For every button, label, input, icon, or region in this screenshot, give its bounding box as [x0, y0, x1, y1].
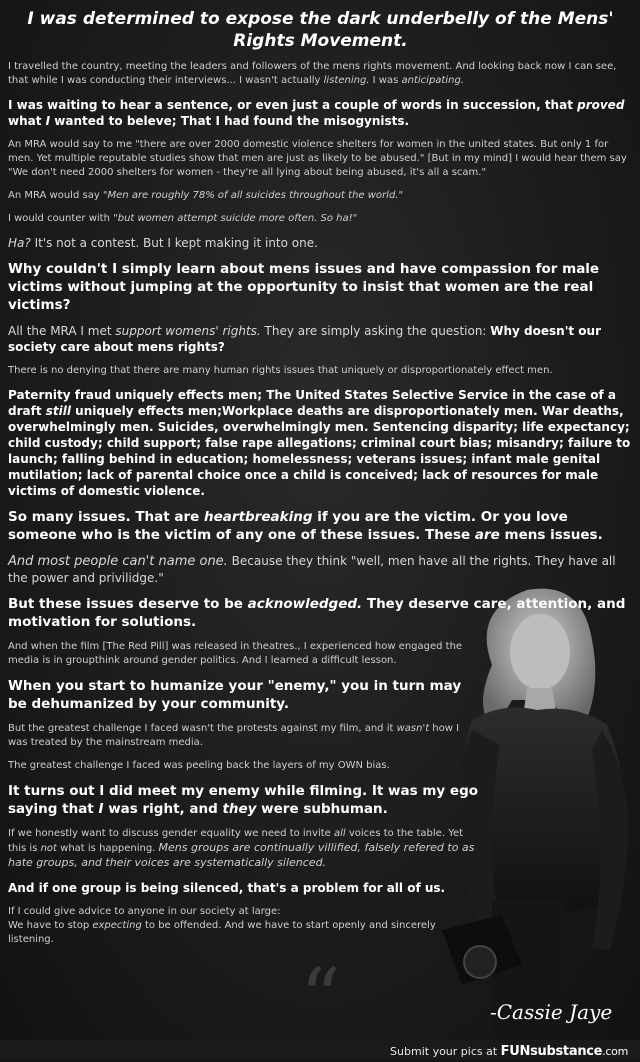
text-italic: still — [45, 404, 71, 418]
footer-bar — [0, 1040, 640, 1060]
text-italic: support womens' rights. — [115, 324, 261, 338]
text-italic: And most people can't name one. — [8, 554, 228, 569]
paragraph-20: And if one group is being silenced, that's a problem for all of us. — [8, 881, 446, 895]
logo-part: substance — [530, 1044, 603, 1059]
text-italic: listening. — [323, 75, 370, 86]
text-italic: acknowledged. — [247, 596, 363, 612]
site-logo — [501, 1044, 628, 1059]
text: to be offended. And we have to start openly and sincerely listening. — [8, 920, 436, 945]
text: I travelled the country, meeting the leaders and followers of the mens rights movement. And looking back now I can see, that while I was conducting their interviews... I wasn't actually — [8, 61, 617, 86]
signature: -Cassie Jaye — [490, 1000, 613, 1024]
paragraph-9: There is no denying that there are many human rights issues that uniquely or disproportionately effect men. — [8, 365, 553, 376]
text: If I could give advice to anyone in our society at large: — [8, 906, 281, 917]
paragraph-17: The greatest challenge I faced was peeling back the layers of my OWN bias. — [8, 760, 390, 771]
logo-part: .com — [602, 1045, 628, 1058]
text: wanted to beleve; That I had found the misogynists. — [50, 114, 410, 128]
text: Paternity fraud uniquely effects men; The United States Selective Service in the case of a draft — [8, 388, 617, 418]
text-italic: not — [40, 843, 57, 854]
paragraph-12 — [8, 553, 633, 586]
footer-text: Submit your pics at — [390, 1045, 501, 1058]
text: It's not a contest. But I kept making it into one. — [30, 236, 318, 250]
text-italic: I — [98, 801, 104, 817]
text-italic: expecting — [92, 920, 142, 931]
text: if you are the victim. Or you love someone who is the victim of any one of these issues. These — [8, 509, 568, 543]
text: I was waiting to hear a sentence, or even just a couple of words in succession, that — [8, 98, 578, 112]
text-italic: all — [333, 828, 346, 839]
paragraph-13 — [8, 595, 633, 631]
text: It turns out I did meet my enemy while filming. It was my ego saying that — [8, 783, 479, 817]
paragraph-7: Why couldn't I simply learn about mens issues and have compassion for male victims without jumping at the opportunity to insist that women are the real victims? — [8, 261, 600, 313]
text: They are simply asking the question: — [260, 324, 491, 338]
text: If we honestly want to discuss gender equality we need to invite — [8, 828, 334, 839]
paragraph-15: When you start to humanize your "enemy," you in turn may be dehumanized by your community. — [8, 678, 462, 712]
text-italic: proved — [577, 98, 625, 112]
text-italic: Mens groups are continually villified, falsely refered to as hate groups, and their voices are systematically silenced. — [8, 841, 475, 869]
paragraph-2 — [8, 97, 633, 129]
text-italic: heartbreaking — [204, 509, 313, 525]
paragraph-11 — [8, 508, 633, 544]
text: But the greatest challenge I faced wasn't the protests against my film, and it — [8, 723, 397, 734]
text-italic: wasn't — [396, 723, 430, 734]
text: I was — [369, 75, 402, 86]
paragraph-5 — [8, 212, 633, 226]
text: what — [8, 114, 46, 128]
text: what is happening. — [56, 843, 159, 854]
paragraph-6 — [8, 235, 633, 251]
text: how I was treated by the mainstream media. — [8, 723, 460, 748]
paragraph-1 — [8, 60, 633, 88]
text-italic: "Men are roughly 78% of all suicides throughout the world." — [102, 190, 404, 201]
text-italic: but women attempt suicide more often. So ha!" — [117, 213, 358, 224]
text: All the MRA I met — [8, 324, 116, 338]
paragraph-3: An MRA would say to me "there are over 2000 domestic violence shelters for women in the united states. But only 1 for men. Yet multiple reputable studies show that men are just as likely to be abused." [But in my mind] I would hear them say "We don't need 2000 shelters for women - they're all lying about being abused, it's all a scam." — [8, 139, 627, 178]
text-italic: I — [45, 114, 51, 128]
quote-mark-decoration: “ — [300, 951, 341, 1040]
paragraph-18 — [8, 782, 480, 818]
text: were subhuman. — [256, 801, 388, 817]
footer-link[interactable] — [390, 1040, 640, 1062]
article-content — [8, 8, 633, 956]
text: So many issues. That are — [8, 509, 205, 525]
text: I would counter with " — [8, 213, 118, 224]
text: But these issues deserve to be — [8, 596, 248, 612]
paragraph-16 — [8, 722, 480, 750]
text: was right, and — [103, 801, 223, 817]
text-italic: anticipating. — [401, 75, 464, 86]
paragraph-8 — [8, 323, 633, 355]
text: uniquely effects men;Workplace deaths are disproportionately men. War deaths, overwhelmingly men. Suicides, overwhelmingly men. Sentencing disparity; life expectancy; child custody; child support; false rape allegations; criminal court bias; misandry; failure to launch; falling behind in education; homelessness; veterans issues; infant male genital mutilation; lack of parental choice once a child is conceived; lack of resources for male victims of domestic violence. — [8, 404, 631, 498]
text: An MRA would say — [8, 190, 103, 201]
text-italic: they — [222, 801, 257, 817]
paragraph-21 — [8, 905, 480, 947]
text: They deserve care, attention, and motivation for solutions. — [8, 596, 626, 630]
paragraph-10 — [8, 387, 633, 499]
text-italic: are — [474, 527, 500, 543]
text-italic: Ha? — [8, 236, 31, 250]
logo-part: FUN — [500, 1044, 531, 1059]
headline: I was determined to expose the dark underbelly of the Mens' Rights Movement. — [27, 9, 614, 51]
text: voices to the table. Yet this is — [8, 828, 464, 854]
paragraph-19 — [8, 827, 478, 871]
text: mens issues. — [499, 527, 603, 543]
text: Because they think "well, men have all the rights. They have all the power and privilidge." — [8, 554, 616, 585]
paragraph-14: And when the film [The Red Pill] was released in theatres., I experienced how engaged the media is in groupthink around gender politics. And I learned a difficult lesson. — [8, 641, 463, 666]
text: We have to stop — [8, 920, 93, 931]
paragraph-4 — [8, 189, 633, 203]
text-bold: Why doesn't our society care about mens rights? — [8, 324, 602, 354]
